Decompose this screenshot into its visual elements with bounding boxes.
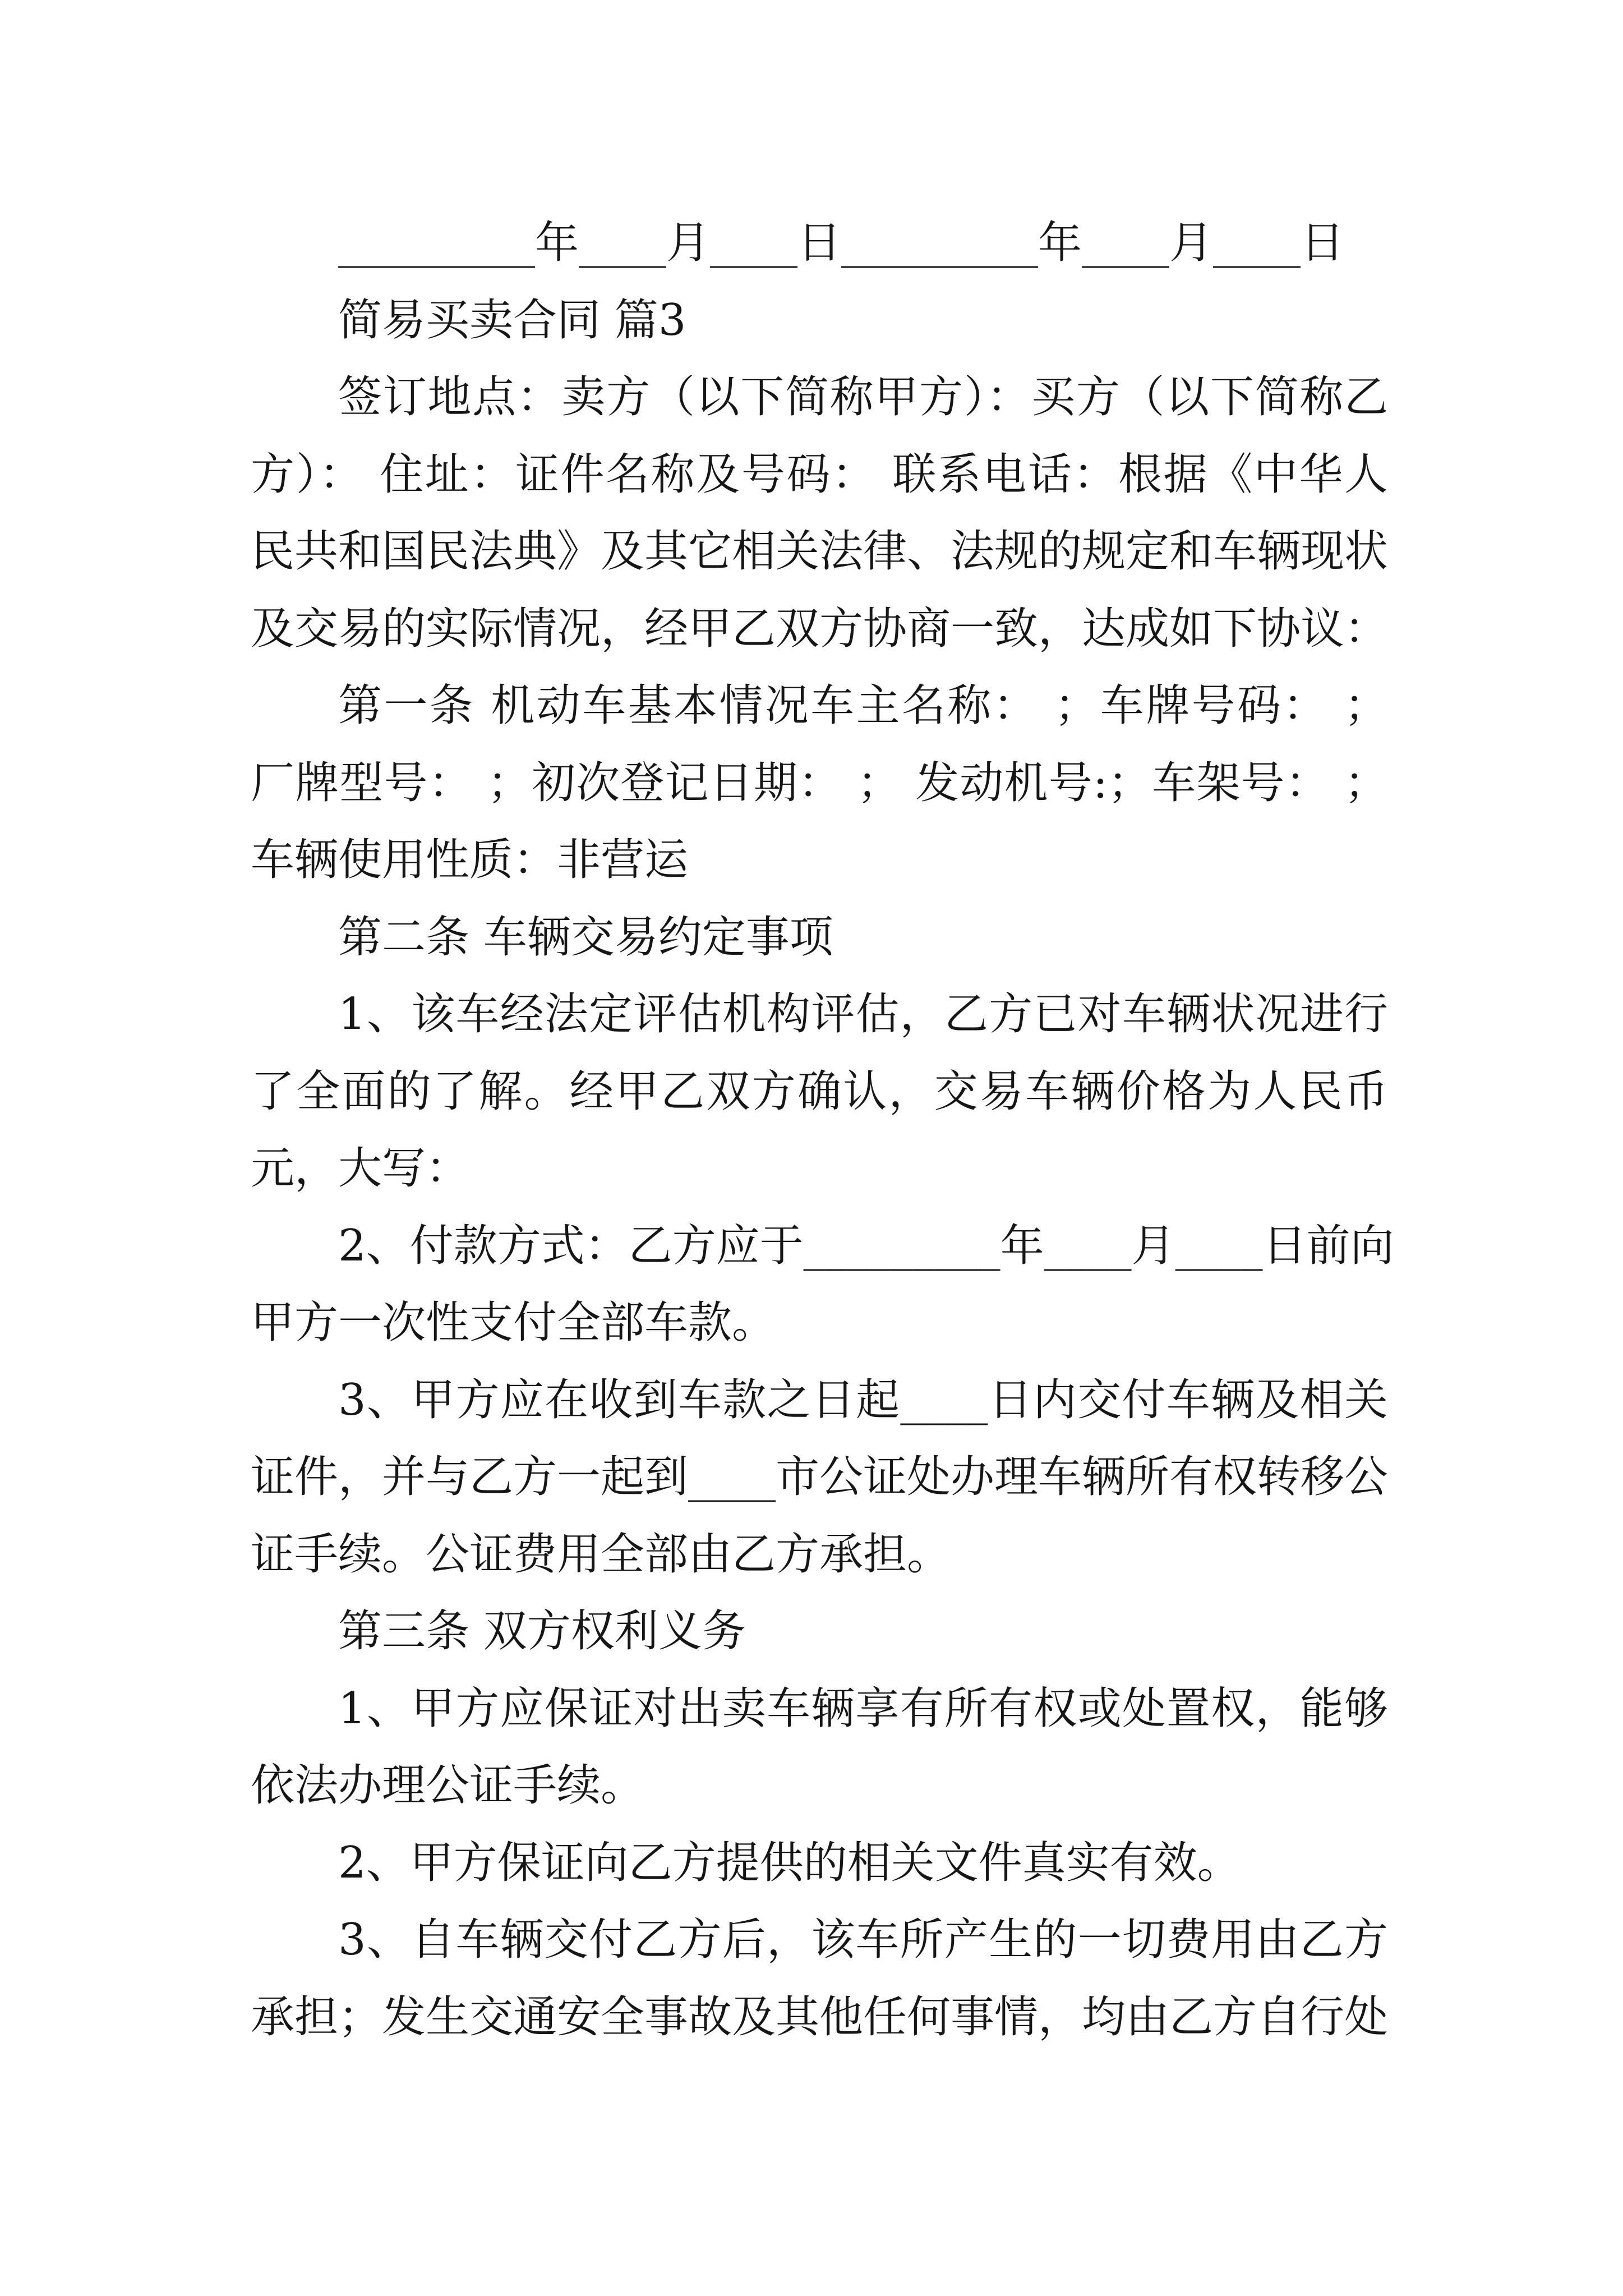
article-2-heading bbox=[251, 899, 1388, 977]
article-3-clause-2 bbox=[251, 1825, 1388, 1902]
text-line: 2、付款方式：乙方应于_________年____月____日前向 bbox=[338, 1220, 1394, 1271]
text-line: 及交易的实际情况，经甲乙双方协商一致，达成如下协议： bbox=[251, 603, 1389, 654]
text-line: 元，大写： bbox=[251, 1143, 470, 1194]
text-line: 第一条 机动车基本情况车主名称： ；车牌号码： ； bbox=[338, 680, 1388, 731]
article-heading-text: 第二条 车辆交易约定事项 bbox=[338, 912, 833, 963]
text-line: 承担；发生交通安全事故及其他任何事情，均由乙方自行处 bbox=[251, 1991, 1389, 2042]
text-line: 了全面的了解。经甲乙双方确认，交易车辆价格为人民币 bbox=[251, 1066, 1388, 1117]
text-line: 2、甲方保证向乙方提供的相关文件真实有效。 bbox=[338, 1837, 1241, 1888]
contract-title bbox=[251, 282, 1388, 360]
article-3-clause-3 bbox=[251, 1902, 1388, 2056]
text-line: 方）： 住址：证件名称及号码： 联系电话：根据《中华人 bbox=[251, 449, 1388, 500]
text-line: 车辆使用性质：非营运 bbox=[251, 835, 689, 885]
text-line: 厂牌型号： ；初次登记日期： ； 发动机号:；车架号： ； bbox=[251, 757, 1388, 808]
signature-date-line bbox=[251, 205, 1388, 282]
text-line: 签订地点：卖方（以下简称甲方）：买方（以下简称乙 bbox=[338, 372, 1388, 422]
article-2-clause-3 bbox=[251, 1362, 1388, 1594]
date-line: _________年____月____日_________年____月____日 bbox=[338, 218, 1345, 268]
article-2-clause-1 bbox=[251, 976, 1388, 1208]
text-line: 依法办理公证手续。 bbox=[251, 1760, 645, 1811]
article-2-clause-2 bbox=[251, 1208, 1394, 1362]
article-1-paragraph bbox=[251, 668, 1388, 899]
contract-body bbox=[251, 205, 1394, 2056]
contract-title-text: 简易买卖合同 篇3 bbox=[338, 295, 686, 346]
text-line: 甲方一次性支付全部车款。 bbox=[251, 1297, 776, 1348]
text-line: 证手续。公证费用全部由乙方承担。 bbox=[251, 1529, 951, 1580]
text-line: 1、该车经法定评估机构评估，乙方已对车辆状况进行 bbox=[338, 989, 1388, 1039]
text-line: 1、甲方应保证对出卖车辆享有所有权或处置权，能够 bbox=[338, 1683, 1388, 1734]
text-line: 民共和国民法典》及其它相关法律、法规的规定和车辆现状 bbox=[251, 526, 1389, 577]
article-3-clause-1 bbox=[251, 1671, 1388, 1825]
text-line: 3、甲方应在收到车款之日起____日内交付车辆及相关 bbox=[338, 1374, 1388, 1425]
text-line: 证件，并与乙方一起到____市公证处办理车辆所有权转移公 bbox=[251, 1452, 1389, 1502]
intro-paragraph bbox=[251, 359, 1388, 668]
article-heading-text: 第三条 双方权利义务 bbox=[338, 1606, 746, 1657]
text-line: 3、自车辆交付乙方后，该车所产生的一切费用由乙方 bbox=[338, 1915, 1388, 1965]
article-3-heading bbox=[251, 1593, 1388, 1671]
